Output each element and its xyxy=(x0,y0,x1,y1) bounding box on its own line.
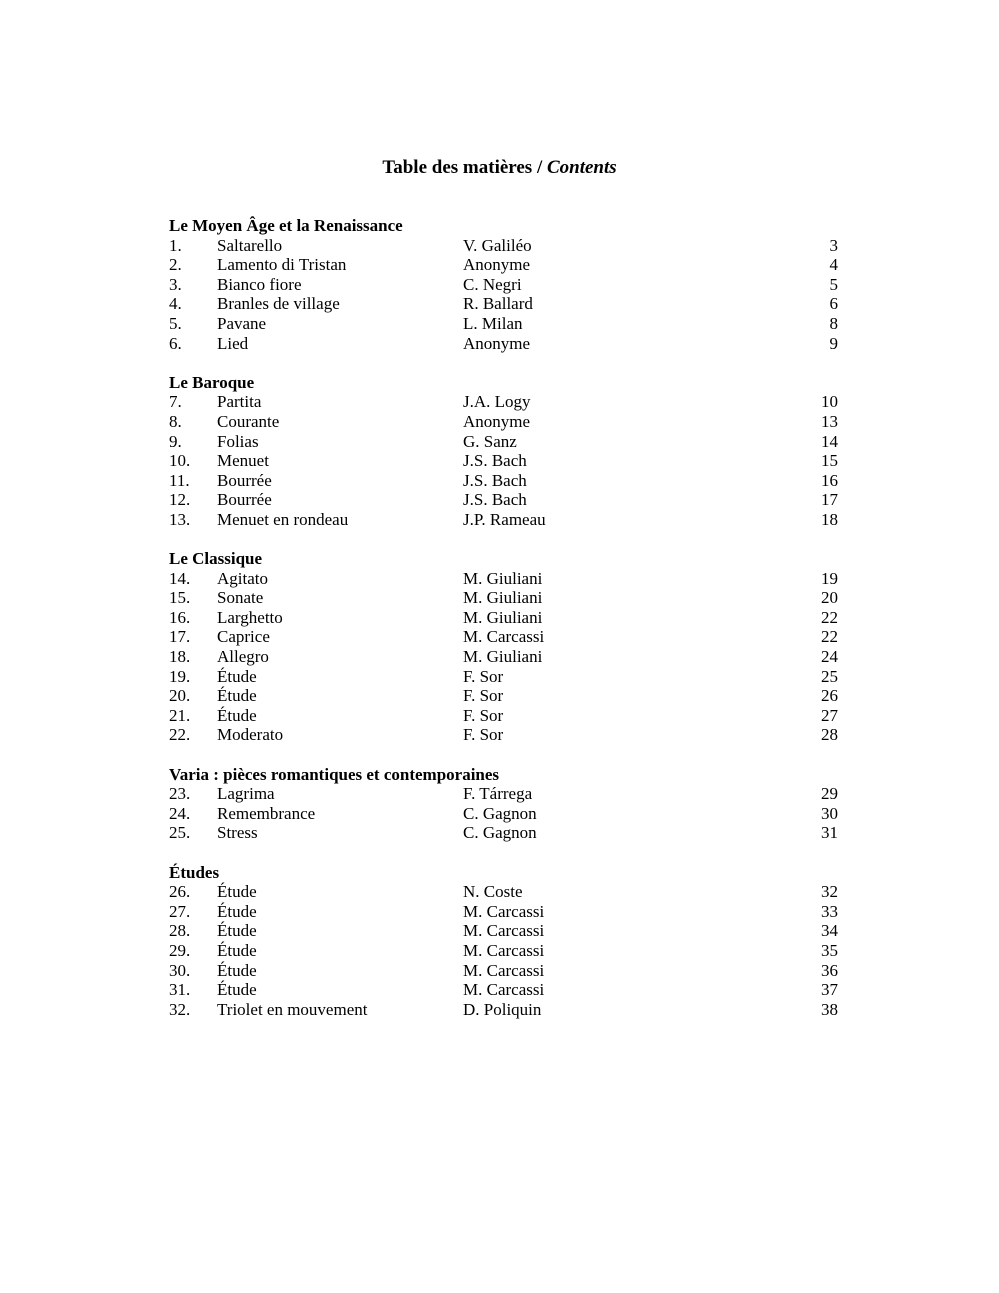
entry-page: 3 xyxy=(829,235,838,255)
entry-page: 35 xyxy=(821,940,838,960)
toc-entry xyxy=(169,804,838,824)
title-italic: Contents xyxy=(546,157,617,178)
entry-page: 13 xyxy=(821,411,838,431)
entry-number: 4. xyxy=(169,294,182,314)
entry-number: 21. xyxy=(169,705,191,725)
entry-number: 22. xyxy=(169,725,191,745)
toc-entry xyxy=(169,510,838,530)
entry-composer: M. Carcassi xyxy=(463,901,545,921)
entry-title: Stress xyxy=(217,823,258,843)
section-heading: Le Baroque xyxy=(169,372,255,392)
table-of-contents xyxy=(169,216,838,1039)
entry-title: Étude xyxy=(217,686,257,706)
entry-title: Étude xyxy=(217,666,257,686)
toc-section xyxy=(169,549,838,745)
toc-entry xyxy=(169,412,838,432)
entry-number: 11. xyxy=(169,470,190,490)
entry-composer: Anonyme xyxy=(463,333,531,353)
entry-page: 18 xyxy=(821,509,838,529)
entry-title: Partita xyxy=(217,392,262,412)
toc-section xyxy=(169,373,838,530)
entry-title: Pavane xyxy=(217,313,267,333)
entry-composer: V. Galiléo xyxy=(463,235,532,255)
entry-title: Étude xyxy=(217,882,257,902)
toc-section xyxy=(169,216,838,353)
toc-entry xyxy=(169,941,838,961)
section-heading: Varia : pièces romantiques et contemporaines xyxy=(169,764,500,784)
entry-composer: J.S. Bach xyxy=(463,470,527,490)
entry-composer: R. Ballard xyxy=(463,294,533,314)
entry-composer: M. Giuliani xyxy=(463,607,543,627)
entry-title: Étude xyxy=(217,705,257,725)
entry-composer: M. Carcassi xyxy=(463,627,545,647)
entry-composer: J.S. Bach xyxy=(463,451,527,471)
toc-entry xyxy=(169,588,838,608)
entry-title: Moderato xyxy=(217,725,284,745)
section-heading: Études xyxy=(169,862,220,882)
entry-composer: M. Carcassi xyxy=(463,960,545,980)
entry-number: 25. xyxy=(169,823,191,843)
entry-title: Folias xyxy=(217,431,259,451)
entry-number: 6. xyxy=(169,333,182,353)
entry-composer: M. Giuliani xyxy=(463,647,543,667)
entry-title: Sonate xyxy=(217,588,264,608)
entry-number: 12. xyxy=(169,490,191,510)
entry-composer: F. Sor xyxy=(463,686,504,706)
entry-title: Larghetto xyxy=(217,607,283,627)
toc-entry xyxy=(169,432,838,452)
entry-title: Menuet xyxy=(217,451,269,471)
entry-number: 24. xyxy=(169,803,191,823)
toc-entry xyxy=(169,255,838,275)
entry-title: Étude xyxy=(217,960,257,980)
toc-entry xyxy=(169,471,838,491)
toc-entry xyxy=(169,667,838,687)
toc-entry xyxy=(169,334,838,354)
entry-composer: C. Negri xyxy=(463,274,522,294)
toc-section xyxy=(169,765,838,843)
entry-composer: F. Sor xyxy=(463,725,504,745)
entry-title: Bourrée xyxy=(217,470,272,490)
entry-composer: M. Carcassi xyxy=(463,921,545,941)
entry-title: Étude xyxy=(217,901,257,921)
entry-page: 28 xyxy=(821,725,838,745)
entry-number: 30. xyxy=(169,960,191,980)
entry-number: 16. xyxy=(169,607,191,627)
entry-page: 26 xyxy=(821,686,838,706)
toc-entry xyxy=(169,1000,838,1020)
entry-number: 15. xyxy=(169,588,191,608)
entry-title: Lied xyxy=(217,333,249,353)
entry-title: Lamento di Tristan xyxy=(217,255,347,275)
toc-entry xyxy=(169,314,838,334)
entry-number: 7. xyxy=(169,392,182,412)
toc-entry xyxy=(169,823,838,843)
entry-page: 37 xyxy=(821,980,838,1000)
entry-number: 3. xyxy=(169,274,182,294)
toc-entry xyxy=(169,725,838,745)
entry-title: Triolet en mouvement xyxy=(217,999,368,1019)
entry-number: 29. xyxy=(169,940,191,960)
entry-title: Bourrée xyxy=(217,490,272,510)
entry-composer: L. Milan xyxy=(463,313,523,333)
entry-composer: Anonyme xyxy=(463,411,531,431)
entry-composer: J.A. Logy xyxy=(463,392,531,412)
entry-page: 25 xyxy=(821,666,838,686)
entry-title: Saltarello xyxy=(217,235,283,255)
entry-composer: Anonyme xyxy=(463,255,531,275)
toc-entry xyxy=(169,451,838,471)
entry-composer: M. Carcassi xyxy=(463,940,545,960)
entry-title: Étude xyxy=(217,940,257,960)
entry-number: 19. xyxy=(169,666,191,686)
entry-number: 5. xyxy=(169,313,182,333)
section-heading: Le Moyen Âge et la Renaissance xyxy=(169,216,403,235)
entry-title: Étude xyxy=(217,921,257,941)
entry-composer: F. Tárrega xyxy=(463,784,533,804)
toc-entry xyxy=(169,627,838,647)
toc-entry xyxy=(169,490,838,510)
entry-page: 33 xyxy=(821,901,838,921)
entry-title: Courante xyxy=(217,411,280,431)
entry-composer: F. Sor xyxy=(463,666,504,686)
entry-number: 13. xyxy=(169,509,191,529)
toc-entry xyxy=(169,921,838,941)
toc-entry xyxy=(169,294,838,314)
entry-composer: C. Gagnon xyxy=(463,803,537,823)
entry-composer: M. Giuliani xyxy=(463,588,543,608)
entry-number: 20. xyxy=(169,686,191,706)
entry-page: 16 xyxy=(821,470,838,490)
entry-composer: J.P. Rameau xyxy=(463,509,546,529)
toc-entry xyxy=(169,236,838,256)
entry-page: 34 xyxy=(821,921,838,941)
entry-title: Agitato xyxy=(217,568,268,588)
entry-number: 2. xyxy=(169,255,182,275)
entry-page: 10 xyxy=(821,392,838,412)
entry-composer: M. Giuliani xyxy=(463,568,543,588)
entry-composer: G. Sanz xyxy=(463,431,517,451)
entry-title: Caprice xyxy=(217,627,270,647)
entry-page: 31 xyxy=(821,823,838,843)
title-main: Table des matières / xyxy=(382,157,547,178)
entry-title: Remembrance xyxy=(217,803,316,823)
entry-composer: F. Sor xyxy=(463,705,504,725)
entry-title: Menuet en rondeau xyxy=(217,509,349,529)
entry-composer: J.S. Bach xyxy=(463,490,527,510)
entry-number: 1. xyxy=(169,235,182,255)
entry-page: 17 xyxy=(821,490,838,510)
entry-title: Branles de village xyxy=(217,294,340,314)
toc-entry xyxy=(169,980,838,1000)
entry-number: 18. xyxy=(169,647,191,667)
entry-number: 28. xyxy=(169,921,191,941)
toc-entry xyxy=(169,706,838,726)
entry-page: 8 xyxy=(829,313,838,333)
entry-page: 27 xyxy=(821,705,838,725)
entry-number: 23. xyxy=(169,784,191,804)
entry-title: Étude xyxy=(217,980,257,1000)
entry-number: 27. xyxy=(169,901,191,921)
toc-entry xyxy=(169,275,838,295)
entry-composer: D. Poliquin xyxy=(463,999,542,1019)
entry-number: 14. xyxy=(169,568,191,588)
entry-page: 22 xyxy=(821,627,838,647)
entry-composer: C. Gagnon xyxy=(463,823,537,843)
entry-page: 15 xyxy=(821,451,838,471)
entry-page: 36 xyxy=(821,960,838,980)
entry-page: 6 xyxy=(829,294,838,314)
entry-page: 20 xyxy=(821,588,838,608)
toc-entry xyxy=(169,961,838,981)
entry-page: 14 xyxy=(821,431,838,451)
toc-entry xyxy=(169,784,838,804)
entry-page: 30 xyxy=(821,803,838,823)
toc-entry xyxy=(169,882,838,902)
entry-number: 17. xyxy=(169,627,191,647)
entry-page: 19 xyxy=(821,568,838,588)
entry-title: Allegro xyxy=(217,647,269,667)
toc-entry xyxy=(169,392,838,412)
entry-composer: N. Coste xyxy=(463,882,523,902)
toc-section xyxy=(169,863,838,1020)
toc-entry xyxy=(169,686,838,706)
entry-number: 10. xyxy=(169,451,191,471)
entry-composer: M. Carcassi xyxy=(463,980,545,1000)
entry-page: 32 xyxy=(821,882,838,902)
entry-page: 24 xyxy=(821,647,838,667)
entry-page: 5 xyxy=(829,274,838,294)
toc-entry xyxy=(169,608,838,628)
entry-number: 32. xyxy=(169,999,191,1019)
entry-number: 8. xyxy=(169,411,182,431)
entry-page: 22 xyxy=(821,607,838,627)
entry-title: Lagrima xyxy=(217,784,275,804)
entry-title: Bianco fiore xyxy=(217,274,302,294)
toc-entry xyxy=(169,902,838,922)
section-heading: Le Classique xyxy=(169,549,263,569)
page-title xyxy=(0,155,999,181)
entry-number: 26. xyxy=(169,882,191,902)
entry-number: 31. xyxy=(169,980,191,1000)
entry-page: 38 xyxy=(821,999,838,1019)
toc-entry xyxy=(169,569,838,589)
entry-page: 29 xyxy=(821,784,838,804)
entry-number: 9. xyxy=(169,431,182,451)
entry-page: 4 xyxy=(829,255,838,275)
entry-page: 9 xyxy=(829,333,838,353)
toc-entry xyxy=(169,647,838,667)
